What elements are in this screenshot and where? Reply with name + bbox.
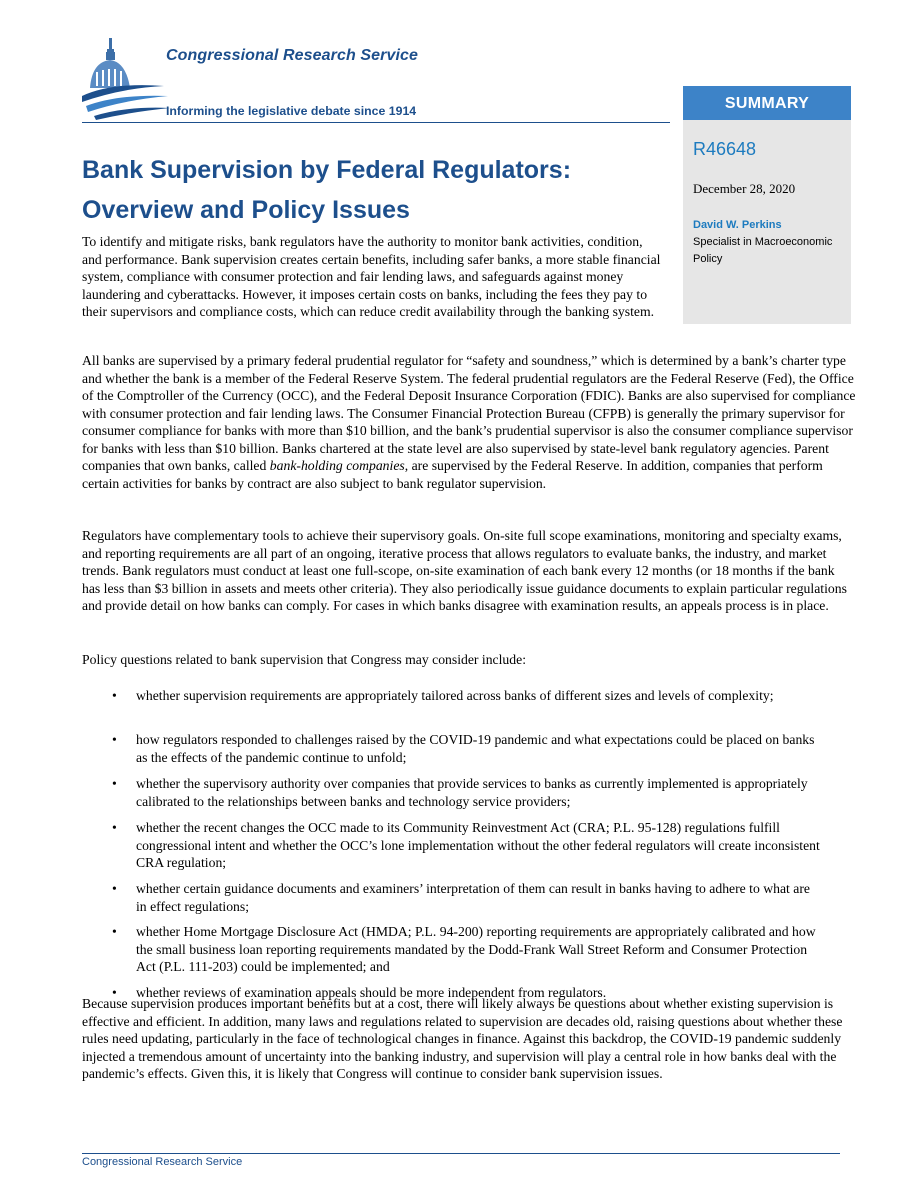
footer-text: Congressional Research Service — [82, 1156, 243, 1168]
bank-holding-companies-term: bank-holding companies — [269, 458, 405, 473]
regulators-text-1: All banks are supervised by a primary federal prudential regulator for “safety and soundness,” which is determined by a bank’s charter type and whether the bank is a member of the Federal Reserve System. The federal prudential regulators are the Federal Reserve (Fed), the Office of the Comptroller of the Currency (OCC), and the Federal Deposit Insurance Corporation (FDIC). Banks are also supervised for compliance with consumer protection and fair lending laws. The Consumer Financial Protection Bureau (CFPB) is generally the primary supervisor for consumer compliance for banks with more than $10 billion, and the bank’s prudential supervisor is also the consumer compliance supervisor for banks with less than $10 billion. Banks chartered at the state level are also supervised by state-level bank regulatory agencies. Parent companies that own banks, called — [82, 353, 856, 473]
list-item: • whether the recent changes the OCC made to its Community Reinvestment Act (CRA; P.L. 95-128) regulations fulfill congressional intent and whether the OCC’s lone implementation without the other federal regulators will create inconsistent CRA regulation; — [82, 819, 822, 880]
list-item: • whether supervision requirements are appropriately tailored across banks of different sizes and levels of complexity; — [82, 687, 822, 731]
conclusion-paragraph: Because supervision produces important benefits but at a cost, there will likely always be questions about whether existing supervision is effective and efficient. In addition, many laws and regulations related to supervision are decades old, raising questions about whether these rules need updating, particularly in the face of technological changes in finance. Against this backdrop, the COVID-19 pandemic suddenly injected a tremendous amount of uncertainty into the banking industry, and supervision will play a central role in how banks deal with the pandemic’s effects. Given this, it is likely that Congress will continue to consider bank supervision issues. — [82, 996, 843, 1081]
list-item: • whether the supervisory authority over companies that provide services to banks as currently implemented is appropriately calibrated to the relationships between banks and technology service providers; — [82, 775, 822, 819]
capitol-dome-icon — [82, 36, 172, 122]
list-item: • whether certain guidance documents and examiners’ interpretation of them can result in banks having to adhere to what are in effect regulations; — [82, 880, 822, 923]
org-tagline: Informing the legislative debate since 1914 — [166, 104, 417, 118]
report-title: Bank Supervision by Federal Regulators: Overview and Policy Issues — [82, 156, 572, 224]
policy-questions-list — [82, 687, 822, 1004]
summary-sidebar — [683, 86, 851, 324]
org-name: Congressional Research Service — [166, 47, 419, 64]
tools-paragraph: Regulators have complementary tools to achieve their supervisory goals. On-site full scope examinations, monitoring and specialty exams, and reporting requirements are all part of an ongoing, iterative process that allows regulators to evaluate banks, the industry, and market trends. Bank regulators must conduct at least one full-scope, on-site examination of each bank every 12 months (or 18 months if the bank has less than $3 billion in assets and meets other criteria). They also periodically issue guidance documents to explain particular regulations and provide detail on how banks can comply. For cases in which banks disagree with examination results, an appeals process is in place. — [82, 528, 847, 613]
report-number: R46648 — [693, 139, 757, 159]
author-title: Specialist in Macroeconomic Policy — [693, 236, 833, 265]
regulators-paragraph — [82, 352, 858, 492]
summary-heading: SUMMARY — [683, 86, 851, 120]
intro-paragraph: To identify and mitigate risks, bank regulators have the authority to monitor bank activities, condition, and performance. Bank supervision creates certain benefits, including safer banks, a more stable financial system, compliance with consumer protection and fair lending laws, and safeguards against money laundering and cyberattacks. However, it imposes certain costs on banks, including the fees they pay to their supervisors and compliance costs, which can reduce credit availability through the banking system. — [82, 234, 661, 319]
regulators-text-2: , are supervised by the Federal Reserve. In addition, companies that perform certain activities for banks by contract are also subject to bank regulator supervision. — [82, 458, 823, 491]
policy-questions-intro: Policy questions related to bank supervision that Congress may consider include: — [82, 652, 527, 667]
list-item: • whether reviews of examination appeals should be more independent from regulators. — [82, 984, 822, 1004]
list-item: • whether Home Mortgage Disclosure Act (HMDA; P.L. 94-200) reporting requirements are appropriately calibrated and how the small business loan reporting requirements mandated by the Dodd-Frank Wall Street Reform and Consumer Protection Act (P.L. 111-203) could be implemented; and — [82, 923, 822, 984]
header-divider — [82, 122, 670, 123]
author-name[interactable]: David W. Perkins — [693, 219, 782, 231]
footer-divider — [82, 1153, 840, 1154]
report-date: December 28, 2020 — [693, 181, 796, 196]
list-item: • how regulators responded to challenges raised by the COVID-19 pandemic and what expectations could be placed on banks as the effects of the pandemic continue to unfold; — [82, 731, 822, 775]
